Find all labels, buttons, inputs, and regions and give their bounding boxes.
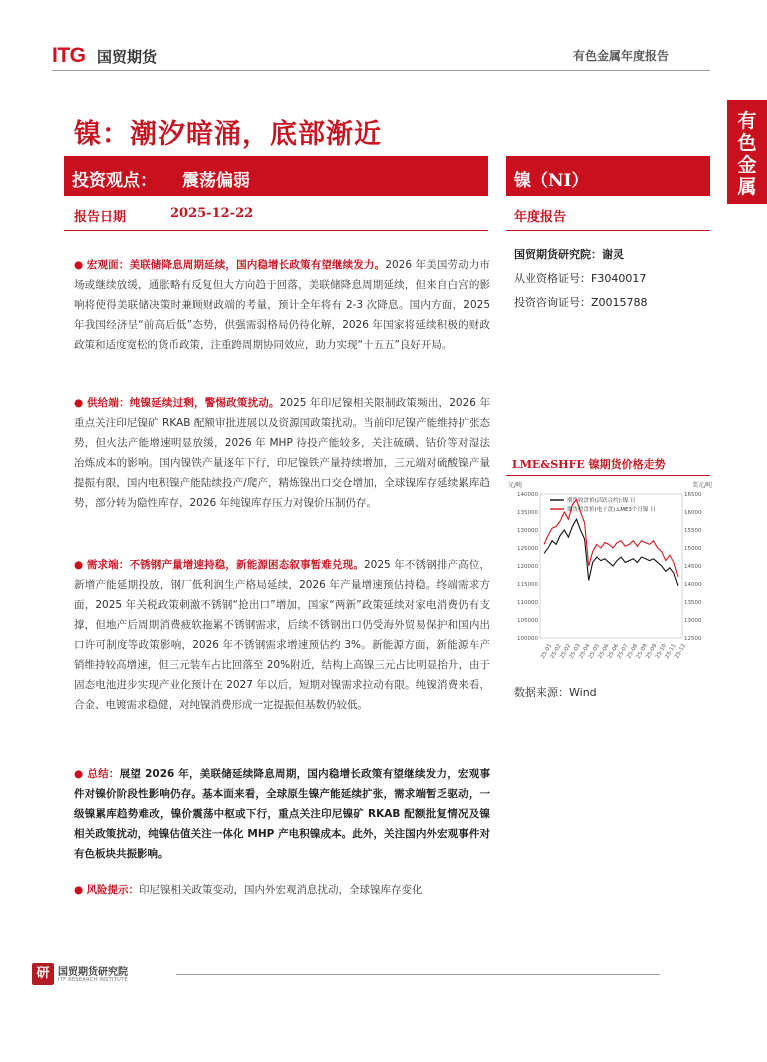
- section-risk: [74, 880, 490, 900]
- logo-itg: ITG: [52, 44, 86, 67]
- analyst-name: 国贸期货研究院：谢灵: [514, 248, 624, 261]
- footer-divider: [176, 974, 660, 975]
- left-y-tick-label: 120000: [517, 564, 538, 570]
- legend-label: 期货收盘价(活跃合约):镍 日: [567, 498, 636, 504]
- analyst-qualification: 从业资格证号：F3040017: [514, 272, 647, 285]
- analyst-info: [514, 243, 648, 315]
- chart-divider: [506, 475, 710, 476]
- bullet-icon: ●: [74, 259, 84, 271]
- header-divider: [52, 70, 710, 71]
- report-date-label: 报告日期: [74, 210, 127, 225]
- right-axis-unit: 美元/吨: [691, 482, 712, 489]
- research-institute-icon: 研: [32, 963, 54, 985]
- right-y-tick-label: 15000: [684, 546, 702, 552]
- section-body: 印尼镍相关政策变动，国内外宏观消息扰动，全球镍库存变化: [139, 884, 423, 896]
- x-tick-label: 25-12: [674, 643, 688, 660]
- left-y-tick-label: 125000: [517, 546, 538, 552]
- side-tab-char: 色: [737, 132, 757, 154]
- right-y-tick-label: 15500: [684, 528, 702, 534]
- left-y-tick-label: 115000: [517, 582, 538, 588]
- section-body: 2026 年美国劳动力市场或继续放缓，通胀略有反复但大方向趋于回落，美联储降息周期延续，但来自白宫的影响将使得美联储决策时兼顾财政端的考量，预计全年将有 2-3 次降息。国内方面，2025 年我国经济呈“前高后低”态势，供强需弱格局仍待化解，2026 年国家将延续积极的财政政策和适度宽松的货币政策，注重跨周期协同效应，助力实现“十五五”良好开局。: [74, 259, 490, 351]
- left-y-tick-label: 110000: [517, 600, 538, 606]
- side-category-tab: [727, 100, 767, 204]
- logo-company-name: 国贸期货: [97, 48, 158, 66]
- investment-view-bar: [64, 156, 488, 196]
- chart-title: LME&SHFE 镍期货价格走势: [512, 458, 666, 471]
- series-line: [544, 519, 678, 586]
- x-tick-label: 25-09: [635, 643, 649, 660]
- x-tick-label: 25-10: [654, 643, 669, 660]
- section-summary: [74, 764, 490, 864]
- right-y-tick-label: 16500: [684, 492, 702, 498]
- x-tick-label: 25-08: [626, 643, 640, 660]
- right-y-tick-label: 14000: [684, 582, 702, 588]
- left-divider: [64, 230, 488, 231]
- x-tick-label: 25-05: [587, 643, 602, 660]
- report-type-label: 有色金属年度报告: [572, 49, 669, 63]
- right-y-tick-label: 12500: [684, 636, 702, 642]
- footer-logo: [32, 963, 172, 987]
- x-tick-label: 25-06: [597, 643, 611, 660]
- bullet-icon: ●: [74, 768, 84, 780]
- side-tab-char: 属: [737, 176, 757, 198]
- plot-frame: [540, 494, 682, 638]
- bullet-icon: ●: [74, 397, 84, 409]
- page-title: 镍：潮汐暗涌，底部渐近: [74, 119, 382, 150]
- annual-report-label: 年度报告: [514, 210, 567, 225]
- section-body: 展望 2026 年，美联储延续降息周期，国内稳增长政策有望继续发力，宏观事件对镍价阶段性影响仍存。基本面来看，全球原生镍产能延续扩张，需求端暂乏驱动，一级镍累库趋势难改，镍价震荡中枢或下行，重点关注印尼镍矿 RKAB 配额批复情况及镍相关政策扰动，纯镍估值关注一体化 MHP 产电积镍成本。此外，关注国内外宏观事件对有色板块共振影响。: [74, 768, 490, 860]
- section-demand: [74, 555, 490, 715]
- analyst-consulting-id: 投资咨询证号：Z0015788: [514, 296, 648, 309]
- x-tick-label: 25-07: [616, 643, 630, 660]
- legend-label: 期货收盘价(电子盘):LME3个月镍 日: [567, 507, 656, 513]
- section-supply: [74, 393, 490, 513]
- x-tick-label: 25-02: [559, 643, 573, 660]
- section-heading: 供给端：纯镍延续过剩，警惕政策扰动。: [86, 397, 280, 409]
- right-y-tick-label: 16000: [684, 510, 702, 516]
- x-tick-label: 25-04: [578, 643, 592, 660]
- data-source: 数据来源：Wind: [514, 686, 597, 699]
- right-divider: [506, 230, 710, 231]
- section-heading: 总结：: [87, 768, 120, 780]
- left-axis-unit: 元/吨: [508, 482, 523, 489]
- left-y-tick-label: 140000: [517, 492, 538, 498]
- right-y-tick-label: 13000: [684, 618, 702, 624]
- left-y-tick-label: 135000: [517, 510, 538, 516]
- footer-institute-name: 国贸期货研究院: [58, 967, 128, 978]
- x-tick-label: 25-11: [664, 643, 678, 660]
- left-y-tick-label: 105000: [517, 618, 538, 624]
- side-tab-char: 有: [737, 110, 757, 132]
- side-tab-char: 金: [737, 154, 757, 176]
- left-y-tick-label: 130000: [517, 528, 538, 534]
- metal-name-bar: 镍（NI）: [506, 156, 710, 196]
- x-tick-label: 25-06: [607, 643, 621, 660]
- x-tick-label: 25-09: [645, 643, 659, 660]
- bullet-icon: ●: [74, 884, 84, 896]
- section-body: 2025 年不锈钢排产高位，新增产能延期投放，钢厂低利润生产格局延续，2026 年产量增速预估持稳。终端需求方面，2025 年关税政策刺激不锈钢“抢出口”增加，国家“两新”政策延续对家电消费仍有支撑，但地产后周期消费疲软拖累不锈钢需求，后续不锈钢出口仍受海外贸易保护和国内出口许可制度等政策影响，2026 年不锈钢需求增速预估约 3%。新能源方面，新能源车产销维持较高增速，但三元装车占比回落至 20%附近，结构上高镍三元占比明显抬升，由于固态电池进步实现产业化预计在 2027 年以后，短期对镍需求拉动有限。纯镍消费来看，合金、电镀需求稳健，对纯镍消费形成一定提振但基数仍较低。: [74, 559, 490, 711]
- company-logo: [52, 44, 182, 68]
- section-macro: [74, 255, 490, 355]
- footer-institute-name-en: ITF RESEARCH INSTITUTE: [58, 977, 128, 983]
- investment-view-label: 投资观点：: [72, 171, 157, 191]
- report-date-value: 2025-12-22: [170, 206, 254, 221]
- bullet-icon: ●: [74, 559, 84, 571]
- x-tick-label: 25-02: [549, 643, 563, 660]
- nickel-price-chart: [506, 478, 714, 678]
- section-heading: 需求端：不锈钢产量增速持稳，新能源困态叙事暂难兑现。: [86, 559, 364, 571]
- section-body: 2025 年印尼镍相关限制政策频出，2026 年重点关注印尼镍矿 RKAB 配额审批进展以及资源国政策扰动。当前印尼镍产能维持扩张态势，但火法产能增速明显放缓，2026 年 MHP 待投产能较多，关注硫磺、钴价等对湿法冶炼成本的影响。国内镍铁产量逐年下行，印尼镍铁产量持续增加，三元端对硫酸镍产量提振有限，国内电积镍产能陆续投产/爬产，精炼镍出口交仓增加，全球镍库存延续累库趋势，部分转为隐性库存，2026 年纯镍库存压力对镍价压制仍存。: [74, 397, 491, 509]
- x-tick-label: 25-03: [568, 643, 582, 660]
- section-heading: 宏观面：美联储降息周期延续，国内稳增长政策有望继续发力。: [86, 259, 386, 271]
- left-y-tick-label: 100000: [517, 636, 538, 642]
- x-tick-label: 25-01: [540, 643, 554, 660]
- investment-view-value: 震荡偏弱: [182, 171, 250, 191]
- section-heading: 风险提示：: [86, 884, 140, 896]
- right-y-tick-label: 14500: [684, 564, 702, 570]
- right-y-tick-label: 13500: [684, 600, 702, 606]
